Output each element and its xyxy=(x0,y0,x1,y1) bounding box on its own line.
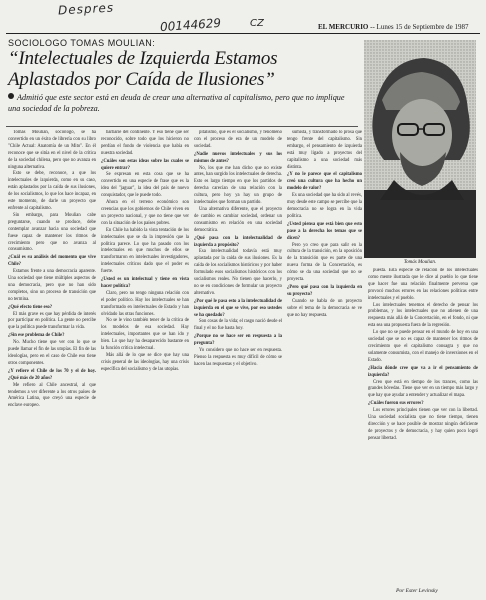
article-paragraph: No, los que me han dicho que no existe antes, han surgido los intelectuales de derecha. Esto es largo tiempo en que los partidos de derecha carecían de una relación con la cultura, pero hoy ya hay un grupo de intelectuales que forman un partido. xyxy=(194,165,282,206)
interview-question: ¿Qué efecto tiene eso? xyxy=(8,304,53,310)
handwritten-ref: CZ xyxy=(250,18,264,29)
article-paragraph: barbarie del continente. Y eso tiene que ser reconocido, sobre todo que los hicieron no perdían el fondo de violencia que había en nuestra sociedad. xyxy=(101,130,189,156)
article-paragraph: En Chile ha habido la vista tentación de los intelectuales que se da la impresión que la política parece. Lo que ha pasado con los intelectuales en que muchos de ellos se transformaron en intelectuales investigadores, intelectuales críticos dado que el poder es fuerte. xyxy=(101,227,189,275)
article-paragraph: Los intelectuales tenemos el derecho de pensar los problemas, y los intelectuales que no atienen de una respuesta más allá de la Concertación, en el fondo, ni que esta sea una propuesta fuera de la regresión. xyxy=(368,302,478,329)
portrait-illustration xyxy=(364,40,476,258)
interview-question: ¿Porque no se hace ser en respuesta a la pregunta? xyxy=(194,334,282,347)
interview-question: ¿Pero qué pasa con la izquierda en su proyecto? xyxy=(287,284,362,297)
headline-rule xyxy=(6,126,358,127)
interview-question: ¿Cuáles son estas ideas sobre las cuales se quiere entrar? xyxy=(101,158,189,171)
article-paragraph: Esa intelectualidad todavía está muy aplastada por la caída de sus ilusiones. Es la caída de los socialismos históricos y por haber formulado esos socialismos históricos con los socialismos reales. No tienen que hacerlo, y no se en condiciones de formular un proyecto alternativo. xyxy=(194,249,282,296)
article-paragraph: Pero yo creo que para salir en la cultura de la transición, en la oposición de la transición que es parte de una nueva forma de la Concertación, es cómo se da una sociedad que no se proyecta. xyxy=(287,242,362,283)
publication-date: -- Lunes 15 de Septiembre de 1987 xyxy=(370,23,469,31)
article-paragraph: puesta. Esta especie de relación de los intelectuales como mente ilustrada que le dice al pueblo lo que tiene que hacer fue una relación finalmente perversa que provocó muchos errores en las relaciones políticas entre intelectuales y el pueblo. xyxy=(368,268,478,301)
article-paragraph: Se expresan en esta cosa que se ha convertido en una especie de frase que es la idea del "jaguar", la idea del país de nuevo conquistador, que le puede todo. xyxy=(101,172,189,199)
photo-caption: Tomás Moulian. xyxy=(403,260,437,265)
interview-question: ¿Por qué le pasa esto a la intelectualidad de izquierda en el que se vive, por eso ustedes se ha quedado? xyxy=(194,298,282,318)
bullet-icon xyxy=(8,93,14,99)
top-rule xyxy=(6,33,480,34)
article-paragraph: Me refiero al Chile ancestral, al que tendemos a ver diferente a los otros países de América Latina, que creyó una especie de enclave europeo. xyxy=(8,382,96,409)
article-paragraph: Claro, pero no tengo ninguna relación con el poder político. Hay los intelectuales se han transformado en intelectuales de Estado y han olvidado las otras funciones. xyxy=(101,290,189,317)
article-paragraph: Los errores principales tienen que ver con la libertad. Una sociedad socialista que no tiene tiempo, tienen dirección y se hace posible de mostrar ningún deficiente de proyectos y de democracia, y hay quien poco logró pensar libertad. xyxy=(368,408,478,441)
article-paragraph: Cuando se habla de un proyecto sobre el tema de la democracia se ve que no hay respuesta. xyxy=(287,298,362,318)
article-paragraph: Yo considero que no hace ser en respuesta. Pienso la respuesta es muy difícil de cómo se hacen las respuestas y el objetivo. xyxy=(194,348,282,367)
handwritten-archive-code: 00144629 xyxy=(159,15,222,35)
newspaper-masthead xyxy=(318,23,478,31)
article-kicker: SOCIOLOGO TOMAS MOULIAN: xyxy=(8,38,156,48)
article-paragraph: sumista, y transformado lo prosa que tengo frente del capitalismo. Sin embargo, el pensamiento de izquierda está muy ligado a proyectos del capitalismo a una sociedad más distinta. xyxy=(287,130,362,170)
article-paragraph: Más allá de lo que se dice que hay una crisis general de las ideologías, hay una crisis específica del socialismo y de las utopías. xyxy=(101,353,189,372)
article-deck xyxy=(8,92,358,114)
article-column-5 xyxy=(368,268,478,586)
article-paragraph: Esto se debe, reconoce, a que los intelectuales de izquierda, como en su caso, están aplastados por la caída de sus ilusiones, de los socialismos, lo que los hace incapaz, en este momento, de darle un proyecto que enfrente al capitalismo. xyxy=(8,171,96,211)
article-byline: Por Ester Levinsky xyxy=(396,588,438,594)
article-paragraph: No se le vino también tener de la crítica de los modelos de esa sociedad. Hay intelectuales, importantes que se han ido y bien. Lo que hay ha desaparecido bastante en la función crítica intelectual. xyxy=(101,318,189,352)
interview-question: ¿Nadie nuevos intelectuales y sus los mismos de antes? xyxy=(194,151,282,164)
interview-question: ¿Cuál es su análisis del momento que vive Chile? xyxy=(8,255,96,268)
article-paragraph: Ahora en el terreno económico son creencias que los gobiernos de Chile viven en un proyecto nacional, y que no tiene que ver con la situación de los países pobres. xyxy=(101,200,189,226)
article-paragraph: No. Mucho tiene que ver con lo que se puede llamar el fin de las utopías. El fin de las ideologías, pero en el caso de Chile eso tiene otros componentes. xyxy=(8,340,96,366)
interview-question: ¿Y refiere el Chile de los 70 y el de hoy. ¿Qué más de 20 años? xyxy=(8,368,96,381)
interview-question: ¿Sin ese problema de Chile? xyxy=(8,333,65,339)
article-paragraph: pitalismo, que es el socialismo, y fenómeno con el proceso de era de un modelo de sociedad. xyxy=(194,130,282,149)
interview-question: ¿Usted es un intelectual y tiene en vista hacer política? xyxy=(101,277,189,289)
newspaper-name: EL MERCURIO xyxy=(318,23,369,31)
article-paragraph: Tomás Moulian, sociólogo, se ha convertido en un éxito de librería con su libro "Chile Actual: Anatomía de un Mito". En él reconoce que se sitúa en el nivel de la crítica de la sociedad chilena, pero que no avanza en ninguna alternativa. xyxy=(8,130,96,170)
article-paragraph: Estamos frente a una democracia aparente. Una sociedad que tiene múltiples aspectos de una democracia, pero que no han sido completos, sino un proceso de transición que no termina. xyxy=(8,269,96,302)
article-paragraph: Son cosas de la vida; el rasgo nació desde el final y el no fue hasta hoy. xyxy=(194,319,282,332)
portrait-photo xyxy=(364,40,476,258)
article-paragraph: El más grave es que hay pérdida de interés por participar en política. La gente no percibe que la política puede transformar la vida. xyxy=(8,311,96,331)
interview-question: ¿Hacia dónde cree que va a ir el pensamiento de izquierda? xyxy=(368,365,478,378)
interview-question: ¿Y no le parece que el capitalismo creó una cultura que ha hecho un modelo de valor? xyxy=(287,172,362,192)
interview-question: ¿Qué pasa con la intelectualidad de izquierda a propósito? xyxy=(194,235,282,248)
article-paragraph: Sin embargo, para Moulian cabe preguntarse, cuando se produce, debe contemplar avanzar hacia una sociedad que fuese capaz de mantener los ritmos de crecimiento pero que no avanza al consumismo. xyxy=(8,212,96,253)
article-column-2 xyxy=(101,130,189,596)
article-column-1 xyxy=(8,130,96,596)
article-column-3 xyxy=(194,130,282,596)
article-deck-text: Admitió que este sector está en deuda de crear una alternativa al capitalismo, pero que no implique una sociedad de la pobreza. xyxy=(8,93,345,113)
article-paragraph: Es una sociedad que ha sido al revés, muy desde este campo se percibe que la democracia no se logra en la vida política. xyxy=(287,193,362,219)
article-column-4 xyxy=(287,130,362,596)
interview-question: ¿Usted piensa que está bien que esto pase a la derecha los temas que se dicen? xyxy=(287,221,362,241)
article-paragraph: Creo que está en tiempo de los trances, como las grandes bóvedas. Tiene que ver en un tiempo más largo y que hay que ayudar a entender y actualizar el mapa. xyxy=(368,379,478,399)
article-paragraph: Una alternativa diferente, que el proyecto de cambio es cambiar sociedad, ordenar un consumismo en relación en una sociedad democrática. xyxy=(194,206,282,233)
interview-question: ¿Cuáles fueron sus errores? xyxy=(368,401,424,407)
handwritten-note-top-left: Despres xyxy=(57,0,115,18)
article-headline: “Intelectuales de Izquierda Estamos Aplastados por Caída de Ilusiones” xyxy=(8,48,278,90)
article-paragraph: Lo que no se puede pensar en el mundo de hoy en una sociedad que se no es capaz de mantener los ritmos de crecimiento que el capitalismo consagra y que no solamente consumista, con el manejo de inversiones en el Estado. xyxy=(368,330,478,363)
